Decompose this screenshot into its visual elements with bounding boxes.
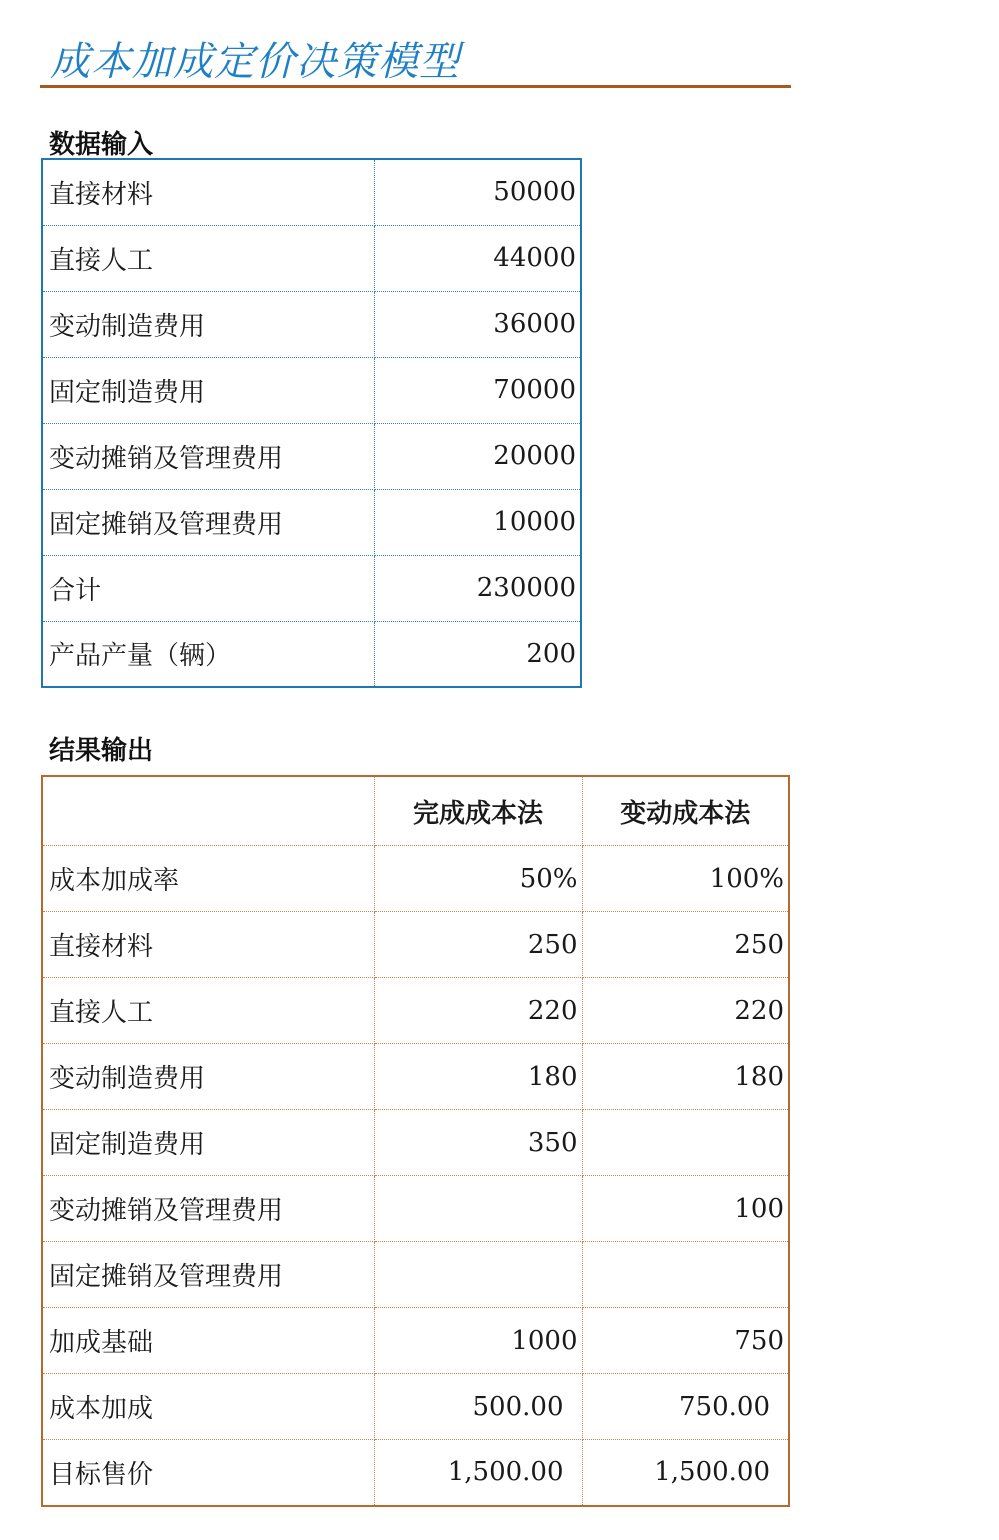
output-label-cell[interactable]: 直接人工: [42, 978, 374, 1044]
output-label-cell[interactable]: 加成基础: [42, 1308, 374, 1374]
input-value-cell[interactable]: 20000: [374, 423, 581, 489]
input-value-cell[interactable]: 230000: [374, 555, 581, 621]
full-cost-cell[interactable]: 50%: [374, 846, 582, 912]
column-header-blank[interactable]: [42, 776, 374, 846]
input-value-cell[interactable]: 200: [526, 638, 576, 669]
input-value-cell[interactable]: 70000: [374, 357, 581, 423]
variable-cost-cell[interactable]: [582, 1110, 789, 1176]
variable-cost-cell[interactable]: 1,500.00: [654, 1457, 770, 1488]
table-row: [42, 1242, 789, 1308]
input-label-cell[interactable]: 直接人工: [42, 225, 374, 291]
output-label-cell[interactable]: 目标售价: [42, 1440, 374, 1506]
input-value-cell[interactable]: 50000: [374, 159, 581, 225]
output-label-cell[interactable]: 变动摊销及管理费用: [42, 1176, 374, 1242]
table-row: [42, 1440, 789, 1506]
column-header-variable-cost[interactable]: 变动成本法: [582, 776, 789, 846]
input-label-cell[interactable]: 合计: [42, 555, 374, 621]
table-row: [42, 225, 581, 291]
output-label-cell[interactable]: 成本加成率: [42, 846, 374, 912]
column-header-full-cost[interactable]: 完成成本法: [374, 776, 582, 846]
output-section-heading: 结果输出: [49, 736, 154, 766]
input-label-cell[interactable]: 变动摊销及管理费用: [42, 423, 374, 489]
table-row: [42, 1374, 789, 1440]
full-cost-cell[interactable]: 1,500.00: [374, 1440, 582, 1506]
output-table: [41, 775, 790, 1507]
input-table: [41, 158, 582, 688]
table-row: [42, 291, 581, 357]
output-label-cell[interactable]: 固定制造费用: [42, 1110, 374, 1176]
table-row: [42, 555, 581, 621]
table-row: [42, 978, 789, 1044]
variable-cost-cell[interactable]: 750: [582, 1308, 789, 1374]
table-row: [42, 1176, 789, 1242]
full-cost-cell[interactable]: 250: [374, 912, 582, 978]
variable-cost-cell[interactable]: 750.00: [582, 1374, 789, 1440]
input-label-cell[interactable]: 固定摊销及管理费用: [42, 489, 374, 555]
output-label-cell[interactable]: 成本加成: [42, 1374, 374, 1440]
full-cost-cell[interactable]: 180: [374, 1044, 582, 1110]
input-label-cell[interactable]: 产品产量（辆）: [42, 621, 374, 687]
output-label-cell[interactable]: 变动制造费用: [42, 1044, 374, 1110]
variable-cost-cell[interactable]: 250: [582, 912, 789, 978]
table-row: [42, 423, 581, 489]
output-label-cell[interactable]: 直接材料: [42, 912, 374, 978]
variable-cost-cell[interactable]: 180: [582, 1044, 789, 1110]
variable-cost-cell[interactable]: [582, 1242, 789, 1308]
table-row: [42, 159, 581, 225]
input-value-cell[interactable]: 36000: [374, 291, 581, 357]
table-row: [42, 1308, 789, 1374]
full-cost-cell[interactable]: [374, 1176, 582, 1242]
table-row: [42, 1110, 789, 1176]
full-cost-cell[interactable]: 500.00: [374, 1374, 582, 1440]
input-label-cell[interactable]: 变动制造费用: [42, 291, 374, 357]
full-cost-cell[interactable]: [374, 1242, 582, 1308]
table-row: [42, 489, 581, 555]
variable-cost-cell[interactable]: 100%: [582, 846, 789, 912]
full-cost-cell[interactable]: 220: [374, 978, 582, 1044]
table-row: [42, 357, 581, 423]
input-label-cell[interactable]: 固定制造费用: [42, 357, 374, 423]
page-title: 成本加成定价决策模型: [50, 39, 460, 85]
full-cost-cell[interactable]: 350: [374, 1110, 582, 1176]
input-value-cell[interactable]: 10000: [374, 489, 581, 555]
title-underline: [40, 85, 791, 88]
table-header-row: [42, 776, 789, 846]
input-value-cell[interactable]: 44000: [374, 225, 581, 291]
table-row: [42, 621, 581, 687]
full-cost-cell[interactable]: 1000: [374, 1308, 582, 1374]
variable-cost-cell[interactable]: 220: [582, 978, 789, 1044]
output-label-cell[interactable]: 固定摊销及管理费用: [42, 1242, 374, 1308]
input-label-cell[interactable]: 直接材料: [42, 159, 374, 225]
input-section-heading: 数据输入: [49, 130, 154, 160]
table-row: [42, 846, 789, 912]
variable-cost-cell[interactable]: 100: [582, 1176, 789, 1242]
table-row: [42, 1044, 789, 1110]
table-row: [42, 912, 789, 978]
